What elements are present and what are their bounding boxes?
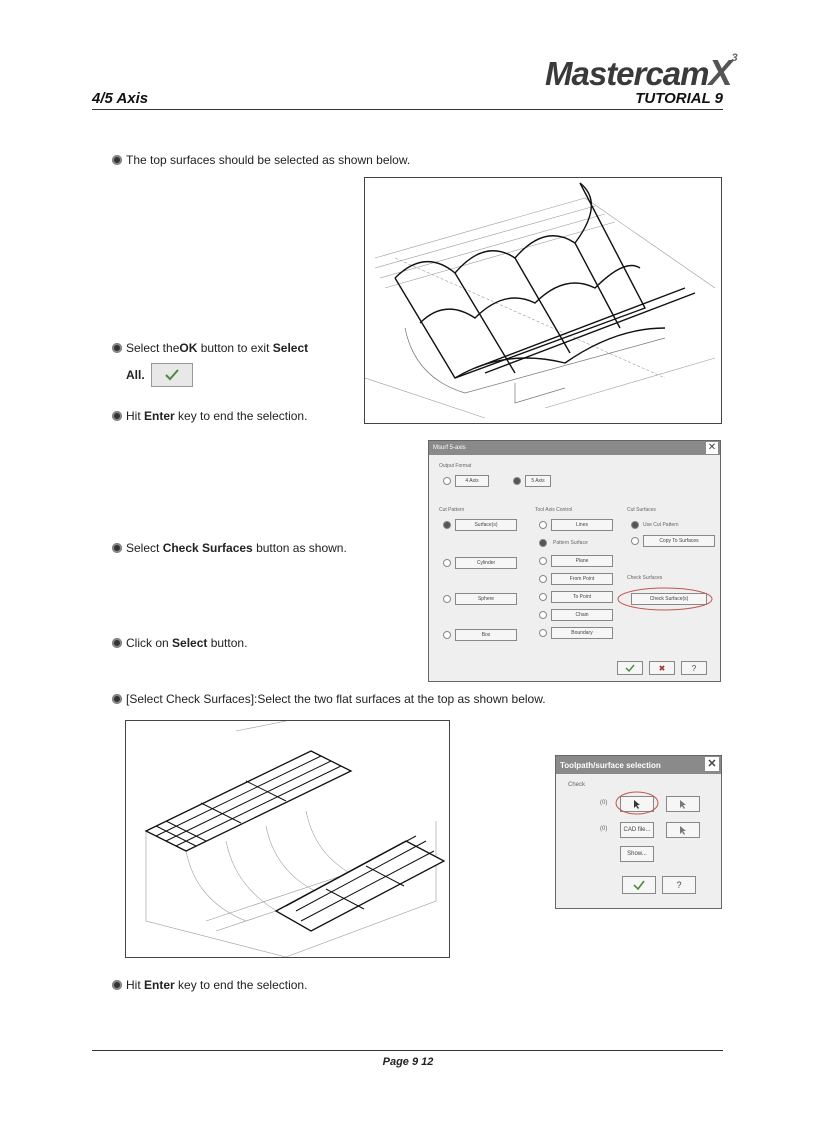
- header-rule: [92, 109, 723, 110]
- highlight-oval: [615, 585, 715, 613]
- header-tutorial-number: TUTORIAL 9: [635, 90, 723, 107]
- ok-button[interactable]: [622, 876, 656, 894]
- radio-pattern-surface[interactable]: [539, 539, 547, 547]
- radio-lines[interactable]: [539, 521, 547, 529]
- bullet-icon: [112, 694, 122, 704]
- radio-cylinder[interactable]: [443, 559, 451, 567]
- from-point-button[interactable]: From Point: [551, 573, 613, 585]
- radio-chain[interactable]: [539, 611, 547, 619]
- radio-4axis[interactable]: [443, 477, 451, 485]
- bullet-icon: [112, 543, 122, 553]
- pointer-arrow-icon: [679, 799, 687, 809]
- radio-to-point[interactable]: [539, 593, 547, 601]
- mastercam-logo: MastercamX$^3$: [545, 52, 737, 93]
- toolpath-surface-selection-dialog: [555, 755, 722, 909]
- step-select-ok: Select the OK button to exit Select: [112, 341, 308, 355]
- 4axis-button[interactable]: 4 Axis: [455, 475, 489, 487]
- checkmark-icon: [625, 664, 635, 672]
- 5axis-button[interactable]: 5 Axis: [525, 475, 551, 487]
- dialog-title-bar: Toolpath/surface selection ✕: [556, 756, 721, 774]
- bullet-icon: [112, 980, 122, 990]
- radio-boundary[interactable]: [539, 629, 547, 637]
- figure-flat-surfaces-selected: [125, 720, 450, 958]
- radio-surfaces[interactable]: [443, 521, 451, 529]
- help-button[interactable]: ?: [662, 876, 696, 894]
- close-icon[interactable]: ✕: [705, 757, 719, 771]
- close-icon[interactable]: ✕: [707, 442, 717, 453]
- radio-copy-to-surfaces[interactable]: [631, 537, 639, 545]
- show-button[interactable]: Show...: [620, 846, 654, 862]
- cad-file-button[interactable]: CAD file...: [620, 822, 654, 838]
- chain-button[interactable]: Chain: [551, 609, 613, 621]
- ok-button-image: [151, 363, 193, 387]
- box-button[interactable]: Box: [455, 629, 517, 641]
- step-select-check-surfaces: Select Check Surfaces button as shown.: [112, 541, 347, 555]
- figure-top-surfaces-selected: [364, 177, 722, 424]
- radio-sphere[interactable]: [443, 595, 451, 603]
- cancel-button[interactable]: ✖: [649, 661, 675, 675]
- dialog-body: Output Format 4 Axis 5 Axis Cut Pattern Tool Axis Control Cut Surfaces Surface(s) Cylinder Sphere Box Lines Pattern Surface Plane From Point To Point Chain Boundary Use Cut Pattern Copy To Surfaces Check Surfaces Check Surface(s) ✖ ?: [429, 455, 720, 681]
- radio-box[interactable]: [443, 631, 451, 639]
- footer-rule: [92, 1050, 723, 1051]
- step-select-check-surfaces-prompt: [Select Check Surfaces]:Select the two flat surfaces at the top as shown below.: [112, 692, 546, 706]
- radio-5axis[interactable]: [513, 477, 521, 485]
- deselect-cad-button[interactable]: [666, 822, 700, 838]
- bullet-icon: [112, 411, 122, 421]
- pointer-arrow-icon: [679, 825, 687, 835]
- check-surfaces-button[interactable]: Check Surface(s): [631, 593, 707, 605]
- cylinder-button[interactable]: Cylinder: [455, 557, 517, 569]
- radio-from-point[interactable]: [539, 575, 547, 583]
- page-number: Page 9 12: [382, 1056, 434, 1068]
- dialog-body: Check (0) (0) CAD file... Show... ?: [556, 774, 721, 908]
- ok-button[interactable]: [617, 661, 643, 675]
- surfaces-button[interactable]: Surface(s): [455, 519, 517, 531]
- help-button[interactable]: ?: [681, 661, 707, 675]
- radio-plane[interactable]: [539, 557, 547, 565]
- step-top-surfaces: The top surfaces should be selected as shown below.: [112, 153, 410, 167]
- highlight-oval: [614, 790, 660, 816]
- dialog-title-bar: Msurf 5-axis ✕: [429, 441, 720, 455]
- checkmark-icon: [164, 368, 180, 382]
- radio-use-cut-pattern[interactable]: [631, 521, 639, 529]
- step-hit-enter-2: Hit Enter key to end the selection.: [112, 978, 307, 992]
- bullet-icon: [112, 638, 122, 648]
- boundary-button[interactable]: Boundary: [551, 627, 613, 639]
- copy-to-surfaces-button[interactable]: Copy To Surfaces: [643, 535, 715, 547]
- sphere-button[interactable]: Sphere: [455, 593, 517, 605]
- header-section-title: 4/5 Axis: [92, 90, 149, 107]
- step-select-all-line: All.: [126, 363, 193, 387]
- to-point-button[interactable]: To Point: [551, 591, 613, 603]
- deselect-button[interactable]: [666, 796, 700, 812]
- plane-button[interactable]: Plane: [551, 555, 613, 567]
- step-click-select: Click on Select button.: [112, 636, 247, 650]
- step-hit-enter-1: Hit Enter key to end the selection.: [112, 409, 307, 423]
- bullet-icon: [112, 343, 122, 353]
- msurf-5axis-dialog: [428, 440, 721, 682]
- lines-button[interactable]: Lines: [551, 519, 613, 531]
- checkmark-icon: [633, 880, 645, 890]
- bullet-icon: [112, 155, 122, 165]
